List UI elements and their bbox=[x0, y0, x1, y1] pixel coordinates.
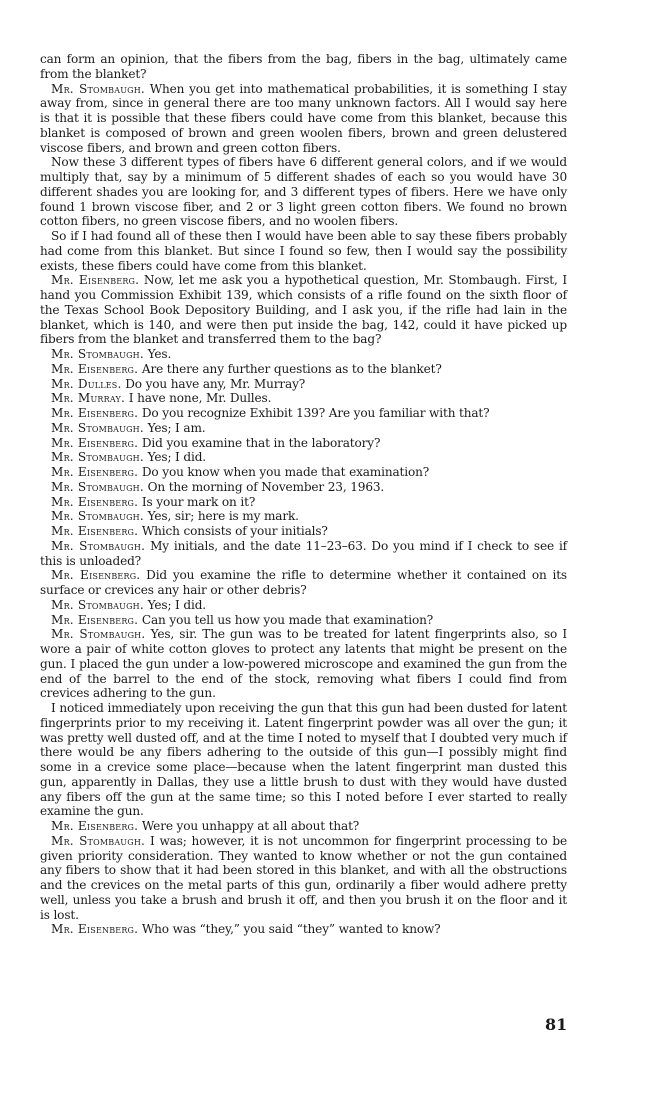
speaker-name: Mr. Stombaugh. bbox=[51, 597, 144, 612]
paragraph-text: Yes. bbox=[147, 347, 172, 361]
testimony-paragraph bbox=[40, 598, 567, 613]
paragraph-text: Now these 3 different types of fibers have 6 different general colors, and if we would multiply that, say by a minimum of 5 different shades of each so you would have 30 different shades you are looking for, and 3 different types of fibers. Here we have only found 1 brown viscose fiber, and 2 or 3 light green cotton fibers. We found no brown cotton fibers, no green viscose fibers, and no woolen fibers. bbox=[40, 155, 567, 229]
paragraph-text: can form an opinion, that the fibers from the bag, fibers in the bag, ultimately came from the blanket? bbox=[40, 52, 567, 81]
paragraph-text: Did you examine the rifle to determine whether it contained on its surface or crevices any hair or other debris? bbox=[40, 568, 567, 597]
paragraph-text: Now, let me ask you a hypothetical question, Mr. Stombaugh. First, I hand you Commission Exhibit 139, which consists of a rifle found on the sixth floor of the Texas School Book Depository Building, and I ask you, if the rifle had lain in the blanket, which is 140, and were then put inside the bag, 142, could it have picked up fibers from the blanket and transferred them to the bag? bbox=[40, 273, 567, 347]
speaker-name: Mr. Eisenberg. bbox=[51, 612, 139, 627]
testimony-paragraph bbox=[40, 509, 567, 524]
speaker-name: Mr. Eisenberg. bbox=[51, 922, 139, 937]
speaker-name: Mr. Eisenberg. bbox=[51, 494, 139, 509]
paragraph-text: My initials, and the date 11–23–63. Do you mind if I check to see if this is unloaded? bbox=[40, 538, 567, 568]
testimony-paragraph bbox=[40, 82, 567, 156]
speaker-name: Mr. Eisenberg. bbox=[51, 568, 141, 583]
testimony-paragraph bbox=[40, 480, 567, 495]
speaker-name: Mr. Stombaugh. bbox=[51, 420, 144, 435]
speaker-name: Mr. Eisenberg. bbox=[51, 273, 140, 288]
testimony-paragraph bbox=[40, 436, 567, 451]
text-paragraph bbox=[40, 155, 567, 229]
testimony-paragraph bbox=[40, 495, 567, 510]
paragraph-text: When you get into mathematical probabilities, it is something I stay away from, since in general there are too many unknown factors. All I would say here is that it is possible that these fibers could have come from this blanket, because this blanket is composed of brown and green woolen fibers, brown and green delustered viscose fibers, and brown and green cotton fibers. bbox=[40, 81, 567, 155]
testimony-paragraph bbox=[40, 568, 567, 598]
testimony-paragraph bbox=[40, 465, 567, 480]
transcript-page bbox=[40, 52, 567, 937]
testimony-paragraph bbox=[40, 406, 567, 421]
speaker-name: Mr. Murray. bbox=[51, 391, 126, 406]
paragraph-text: Who was “they,” you said “they” wanted to know? bbox=[141, 922, 441, 937]
paragraph-text: Yes, sir. The gun was to be treated for latent fingerprints also, so I wore a pair of white cotton gloves to protect any latents that might be present on the gun. I placed the gun under a low-powered microscope and examined the gun from the end of the barrel to the end of the stock, removing what fibers I could find from crevices adhering to the gun. bbox=[40, 627, 567, 701]
paragraph-text: Do you have any, Mr. Murray? bbox=[125, 376, 306, 391]
speaker-name: Mr. Stombaugh. bbox=[51, 509, 144, 524]
paragraph-text: Yes, sir; here is my mark. bbox=[147, 509, 299, 524]
paragraph-text: I noticed immediately upon receiving the gun that this gun had been dusted for latent fingerprints prior to my receiving it. Latent fingerprint powder was all over the gun; it was pretty well dusted off, and at the time I noted to myself that I doubted very much if there would be any fibers adhering to the outside of this gun—I possibly might find some in a crevice some place—because when the latent fingerprint man dusted this gun, apparently in Dallas, they use a little brush to dust with they would have dusted any fibers off the gun at the same time; so this I noted before I ever started to really examine the gun. bbox=[40, 701, 567, 819]
paragraph-text: Is your mark on it? bbox=[141, 494, 256, 509]
testimony-paragraph bbox=[40, 539, 567, 569]
speaker-name: Mr. Eisenberg. bbox=[51, 524, 139, 538]
speaker-name: Mr. Eisenberg. bbox=[51, 435, 139, 450]
speaker-name: Mr. Stombaugh. bbox=[51, 833, 146, 848]
paragraph-text: Yes; I am. bbox=[147, 420, 206, 435]
paragraph-text: Yes; I did. bbox=[147, 450, 206, 465]
paragraph-text: Which consists of your initials? bbox=[141, 524, 328, 538]
testimony-paragraph bbox=[40, 834, 567, 923]
testimony-paragraph bbox=[40, 347, 567, 362]
speaker-name: Mr. Stombaugh. bbox=[51, 627, 146, 642]
text-paragraph bbox=[40, 52, 567, 82]
paragraph-text: Do you know when you made that examination? bbox=[141, 465, 430, 479]
paragraph-text: On the morning of November 23, 1963. bbox=[147, 479, 385, 494]
paragraph-text: I was; however, it is not uncommon for fingerprint processing to be given priority consideration. They wanted to know whether or not the gun contained any fibers to show that it had been stored in this blanket, and with all the obstructions and the crevices on the metal parts of this gun, ordinarily a fiber would adhere pretty well, unless you take a brush and brush it off, and then you brush it on the floor and it is lost. bbox=[40, 833, 567, 922]
speaker-name: Mr. Stombaugh. bbox=[51, 347, 144, 361]
testimony-paragraph bbox=[40, 922, 567, 937]
paragraph-text: Can you tell us how you made that examination? bbox=[141, 612, 434, 627]
paragraph-text: Did you examine that in the laboratory? bbox=[141, 435, 381, 450]
testimony-paragraph bbox=[40, 391, 567, 406]
testimony-paragraph bbox=[40, 450, 567, 465]
testimony-paragraph bbox=[40, 421, 567, 436]
speaker-name: Mr. Eisenberg. bbox=[51, 465, 139, 479]
text-paragraph bbox=[40, 701, 567, 819]
paragraph-text: I have none, Mr. Dulles. bbox=[128, 391, 272, 406]
speaker-name: Mr. Stombaugh. bbox=[51, 479, 144, 494]
paragraph-text: Are there any further questions as to the blanket? bbox=[141, 361, 442, 376]
paragraph-text: Do you recognize Exhibit 139? Are you familiar with that? bbox=[141, 406, 490, 420]
speaker-name: Mr. Stombaugh. bbox=[51, 538, 146, 553]
testimony-paragraph bbox=[40, 377, 567, 392]
paragraph-text: Yes; I did. bbox=[147, 597, 206, 612]
testimony-paragraph bbox=[40, 524, 567, 539]
speaker-name: Mr. Dulles. bbox=[51, 376, 122, 391]
text-paragraph bbox=[40, 229, 567, 273]
testimony-paragraph bbox=[40, 362, 567, 377]
speaker-name: Mr. Stombaugh. bbox=[51, 450, 144, 465]
testimony-paragraph bbox=[40, 627, 567, 701]
speaker-name: Mr. Eisenberg. bbox=[51, 361, 139, 376]
testimony-paragraph bbox=[40, 819, 567, 834]
testimony-paragraph bbox=[40, 613, 567, 628]
speaker-name: Mr. Eisenberg. bbox=[51, 406, 139, 420]
speaker-name: Mr. Stombaugh. bbox=[51, 81, 145, 96]
testimony-paragraph bbox=[40, 273, 567, 347]
paragraph-text: So if I had found all of these then I would have been able to say these fibers probably had come from this blanket. But since I found so few, then I would say the possibility exists, these fibers could have come from this blanket. bbox=[40, 229, 567, 273]
speaker-name: Mr. Eisenberg. bbox=[51, 819, 139, 833]
page-number: 81 bbox=[545, 1015, 568, 1034]
paragraph-text: Were you unhappy at all about that? bbox=[141, 819, 360, 833]
